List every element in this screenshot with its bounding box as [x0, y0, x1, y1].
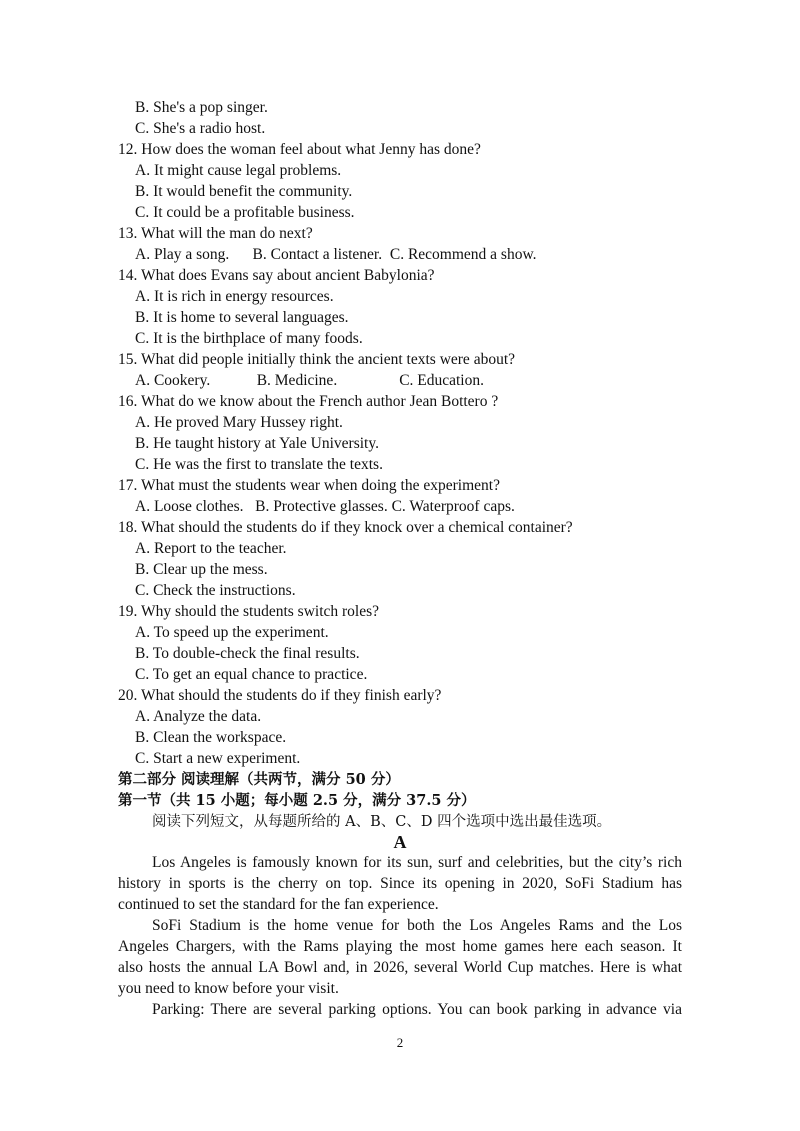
option-line: C. To get an equal chance to practice. [135, 666, 368, 683]
question-line: 17. What must the students wear when doing the experiment? [118, 477, 500, 494]
option-line: B. It is home to several languages. [135, 309, 349, 326]
question-line: 15. What did people initially think the ancient texts were about? [118, 351, 516, 368]
question-line: 18. What should the students do if they knock over a chemical container? [118, 519, 573, 536]
option-line: B. Clear up the mess. [135, 561, 268, 578]
option-line: C. He was the first to translate the texts. [135, 456, 383, 473]
question-line: 14. What does Evans say about ancient Babylonia? [118, 267, 435, 284]
option-line: B. To double-check the final results. [135, 645, 360, 662]
option-line: A. Report to the teacher. [135, 540, 287, 557]
passage-line: history in sports is the cherry on top. Since its opening in 2020, SoFi Stadium has [118, 875, 682, 892]
option-line: A. Analyze the data. [135, 708, 262, 725]
option-line: C. Check the instructions. [135, 582, 296, 599]
section-heading: 第一节（共 15 小题；每小题 2.5 分，满分 37.5 分） [118, 792, 476, 809]
option-line: A. He proved Mary Hussey right. [135, 414, 343, 431]
question-line: 12. How does the woman feel about what Jenny has done? [118, 141, 481, 158]
passage-line: SoFi Stadium is the home venue for both the Los Angeles Rams and the Los [152, 917, 682, 934]
option-line: B. Clean the workspace. [135, 729, 287, 746]
option-line: A. It is rich in energy resources. [135, 288, 334, 305]
option-line: A. Loose clothes. B. Protective glasses. C. Waterproof caps. [135, 498, 515, 515]
option-line: B. She's a pop singer. [135, 99, 268, 116]
option-line: C. She's a radio host. [135, 120, 266, 137]
passage-line: Angeles Chargers, with the Rams playing the most home games here each season. It [118, 938, 682, 955]
option-line: C. It is the birthplace of many foods. [135, 330, 363, 347]
question-line: 19. Why should the students switch roles? [118, 603, 380, 620]
option-line: B. It would benefit the community. [135, 183, 353, 200]
question-line: 13. What will the man do next? [118, 225, 313, 242]
page-number: 2 [396, 1035, 404, 1050]
passage-line: also hosts the annual LA Bowl and, in 2026, several World Cup matches. Here is what [118, 959, 682, 976]
option-line: A. Play a song. B. Contact a listener. C. Recommend a show. [135, 246, 537, 263]
option-line: A. Cookery. B. Medicine. C. Education. [135, 372, 484, 389]
part-heading: 第二部分 阅读理解（共两节，满分 50 分） [118, 771, 400, 788]
passage-label: A [393, 832, 407, 852]
passage-line: continued to set the standard for the fan experience. [118, 896, 439, 913]
option-line: C. It could be a profitable business. [135, 204, 355, 221]
option-line: A. To speed up the experiment. [135, 624, 329, 641]
option-line: A. It might cause legal problems. [135, 162, 342, 179]
passage-line: Parking: There are several parking options. You can book parking in advance via [152, 1001, 682, 1018]
option-line: C. Start a new experiment. [135, 750, 301, 767]
passage-line: Los Angeles is famously known for its sun, surf and celebrities, but the city’s rich [152, 854, 682, 871]
passage-line: you need to know before your visit. [118, 980, 339, 997]
instruction-text: 阅读下列短文，从每题所给的 A、B、C、D 四个选项中选出最佳选项。 [152, 814, 612, 830]
question-line: 16. What do we know about the French author Jean Bottero ? [118, 393, 499, 410]
question-line: 20. What should the students do if they finish early? [118, 687, 442, 704]
option-line: B. He taught history at Yale University. [135, 435, 379, 452]
